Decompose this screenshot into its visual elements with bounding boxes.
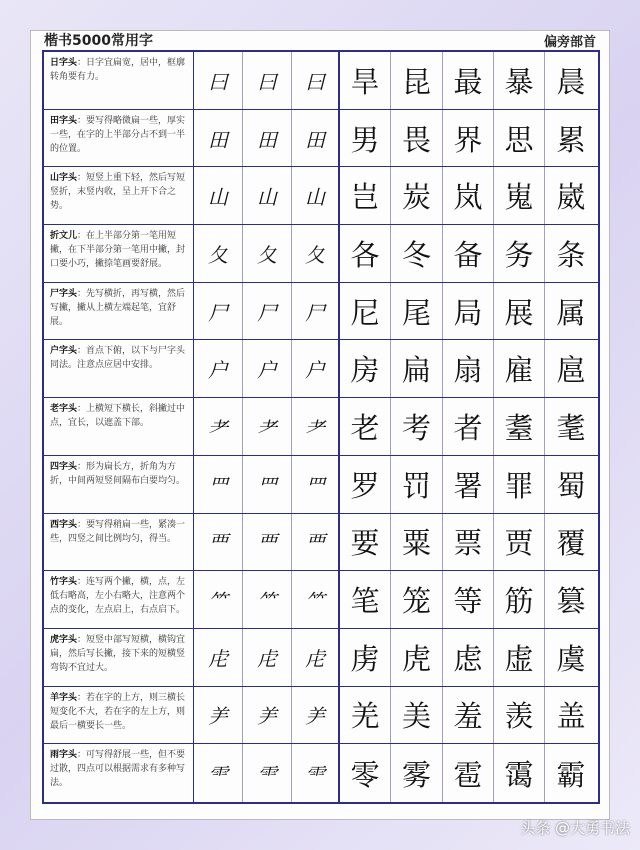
sample-character: 零	[340, 744, 391, 802]
sample-character: 笔	[340, 571, 391, 628]
radical-glyph: 户	[194, 340, 243, 397]
radical-description: 老字头：上横短下横长，斜撇过中点，宜长，以遮盖下部。	[44, 398, 194, 455]
sample-character: 扇	[443, 340, 494, 397]
sample-character: 老	[340, 398, 391, 455]
table-row	[44, 687, 598, 745]
sample-character: 筋	[494, 571, 545, 628]
radical-name: 西字头	[50, 519, 78, 530]
radical-glyph: ⺮	[243, 571, 292, 628]
sample-character: 罪	[494, 456, 545, 513]
radical-description: 日字头：日字宜扁宽，居中，框廓转角要有力。	[44, 52, 194, 109]
sample-character: 雇	[494, 340, 545, 397]
sample-character: 昆	[391, 52, 443, 109]
sample-character: 尼	[340, 283, 391, 340]
radical-glyph: 山	[292, 167, 340, 224]
radical-glyph: 耂	[194, 398, 243, 455]
table-row	[44, 514, 598, 572]
sample-character: 尾	[391, 283, 443, 340]
sample-character: 羡	[494, 687, 545, 744]
sample-character: 房	[340, 340, 391, 397]
radical-glyph: ⺶	[243, 687, 292, 744]
radical-glyph: 覀	[194, 514, 243, 571]
table-row	[44, 225, 598, 283]
radical-text: 要写得略微扁一些，厚实一些，在字的上半部分占不到一半的位置。	[50, 115, 186, 154]
radical-description: 雨字头：可写得舒展一些，但不要过散，四点可以根据需求有多种写法。	[44, 744, 194, 802]
radical-glyph: 耂	[243, 398, 292, 455]
radical-glyph: 罒	[243, 456, 292, 513]
table-row	[44, 283, 598, 341]
sample-character: 畏	[391, 110, 443, 167]
radical-name: 田字头	[50, 115, 78, 126]
sample-character: 务	[494, 225, 545, 282]
radical-text: 日字宜扁宽，居中，框廓转角要有力。	[50, 58, 186, 82]
radical-description: 田字头：要写得略微扁一些，厚实一些，在字的上半部分占不到一半的位置。	[44, 110, 194, 167]
table-row	[44, 571, 598, 629]
radical-name: 户字头	[50, 346, 78, 357]
radical-text: 可写得舒展一些，但不要过散，四点可以根据需求有多种写法。	[50, 750, 186, 789]
sample-character: 虞	[556, 641, 586, 676]
sample-character: 羌	[340, 687, 391, 744]
radical-description: 四字头：形为扁长方，折角为方折，中间两短竖间隔布白要均匀。	[44, 456, 194, 513]
sample-character: 票	[443, 514, 494, 571]
sample-character: 耄	[556, 410, 586, 445]
radical-glyph: ⺮	[292, 571, 340, 628]
radical-glyph: 曰	[243, 52, 292, 109]
sample-character: 罚	[391, 456, 443, 513]
table-row	[44, 398, 598, 456]
sample-character: 虑	[443, 629, 494, 686]
sample-character: 界	[443, 110, 494, 167]
radical-glyph: ⻗	[292, 744, 340, 802]
sample-character: 虏	[340, 629, 391, 686]
sample-character: 蜀	[556, 468, 586, 503]
radical-name: 折文儿	[50, 231, 78, 242]
character-table	[42, 50, 600, 804]
table-row	[44, 629, 598, 687]
sample-character: 贾	[494, 514, 545, 571]
table-row	[44, 110, 598, 168]
radical-glyph: 尸	[243, 283, 292, 340]
book-title: 楷书5000常用字	[44, 33, 153, 49]
sample-character: 羞	[443, 687, 494, 744]
radical-glyph: 尸	[292, 283, 340, 340]
radical-text: 连写两个撇，横，点，左低右略高，左小右略大，注意两个点的变化，左点启上，右点启下。	[50, 577, 186, 616]
radical-text: 在上半部分第一笔用短撇，在下半部分第一笔用中撇，封口要小巧，撇捺笔画要舒展。	[50, 231, 186, 270]
radical-glyph: 覀	[292, 514, 340, 571]
sample-character: 笼	[391, 571, 443, 628]
radical-glyph: ⻗	[243, 744, 292, 802]
sample-character: 扈	[556, 353, 586, 388]
radical-text: 若在字的上方，则三横长短变化不大，若在字的左上方，则最后一横要长一些。	[50, 692, 186, 731]
radical-glyph: 山	[243, 167, 292, 224]
radical-description: 虎字头：短竖中部写短横，横钩宜扁，然后写长撇，接下来的短横竖弯钩不宜过大。	[44, 629, 194, 686]
table-row	[44, 167, 598, 225]
sample-character: 冬	[391, 225, 443, 282]
radical-glyph: 虍	[292, 629, 340, 686]
table-row	[44, 52, 598, 110]
sample-character: 美	[391, 687, 443, 744]
sample-character: 盖	[556, 699, 586, 734]
section-title: 偏旁部首	[543, 34, 596, 50]
radical-glyph: 户	[292, 340, 340, 397]
sample-character: 条	[556, 237, 586, 272]
radical-glyph: 夂	[243, 225, 292, 282]
sample-character: 虚	[494, 629, 545, 686]
sample-character: 思	[494, 110, 545, 167]
radical-glyph: 夂	[292, 225, 340, 282]
sample-character: 署	[443, 456, 494, 513]
sample-character: 旱	[340, 52, 391, 109]
sample-character: 者	[443, 398, 494, 455]
sample-character: 耋	[494, 398, 545, 455]
radical-glyph: 夂	[194, 225, 243, 282]
sample-character: 要	[340, 514, 391, 571]
radical-name: 老字头	[50, 404, 78, 415]
radical-glyph: 户	[243, 340, 292, 397]
radical-glyph: 耂	[292, 398, 340, 455]
table-row	[44, 456, 598, 514]
radical-description: 户字头：首点下俯，以下与尸字头同法。注意点应居中安排。	[44, 340, 194, 397]
radical-glyph: 尸	[194, 283, 243, 340]
sample-character: 粟	[391, 514, 443, 571]
radical-glyph: ⻗	[194, 744, 243, 802]
sample-character: 岚	[443, 167, 494, 224]
sample-character: 累	[556, 122, 586, 157]
sample-character: 嵬	[494, 167, 545, 224]
sample-character: 扁	[391, 340, 443, 397]
sample-character: 炭	[391, 167, 443, 224]
sample-character: 崴	[556, 180, 586, 215]
sample-character: 岂	[340, 167, 391, 224]
radical-glyph: 山	[194, 167, 243, 224]
sample-character: 各	[340, 225, 391, 282]
radical-name: 尸字头	[50, 288, 78, 299]
radical-glyph: 虍	[243, 629, 292, 686]
radical-description: 山字头：短竖上重下轻，然后写短竖折，末竖内收，呈上开下合之势。	[44, 167, 194, 224]
radical-text: 短竖上重下轻，然后写短竖折，末竖内收，呈上开下合之势。	[50, 173, 186, 212]
radical-text: 先写横折，再写横，然后写撇，撇从上横左端起笔，宜舒展。	[50, 288, 186, 327]
radical-name: 羊字头	[50, 692, 78, 703]
sample-character: 雹	[443, 744, 494, 802]
radical-glyph: 罒	[194, 456, 243, 513]
radical-glyph: 曰	[292, 52, 340, 109]
sample-character: 霸	[556, 757, 586, 792]
radical-description: 竹字头：连写两个撇，横，点，左低右略高，左小右略大，注意两个点的变化，左点启上，右点启下。	[44, 571, 194, 628]
sample-character: 等	[443, 571, 494, 628]
radical-description: 羊字头：若在字的上方，则三横长短变化不大，若在字的左上方，则最后一横要长一些。	[44, 687, 194, 744]
radical-name: 日字头	[50, 58, 78, 68]
table-row	[44, 340, 598, 398]
radical-text: 上横短下横长，斜撇过中点，宜长，以遮盖下部。	[50, 404, 186, 429]
sample-character: 雾	[391, 744, 443, 802]
radical-glyph: 覀	[243, 514, 292, 571]
radical-text: 要写得稍扁一些，紧凑一些，四竖之间比例均匀，得当。	[50, 519, 186, 544]
radical-text: 短竖中部写短横，横钩宜扁，然后写长撇，接下来的短横竖弯钩不宜过大。	[50, 634, 186, 673]
sample-character: 考	[391, 398, 443, 455]
sample-character: 篡	[556, 584, 586, 619]
sample-character: 最	[443, 52, 494, 109]
radical-glyph: 田	[292, 110, 340, 167]
page-header	[30, 30, 610, 50]
sample-character: 局	[443, 283, 494, 340]
radical-glyph: 曰	[194, 52, 243, 109]
radical-name: 虎字头	[50, 634, 78, 645]
radical-glyph: 罒	[292, 456, 340, 513]
sample-character: 罗	[340, 456, 391, 513]
radical-description: 折文儿：在上半部分第一笔用短撇，在下半部分第一笔用中撇，封口要小巧，撇捺笔画要舒展。	[44, 225, 194, 282]
radical-glyph: 田	[194, 110, 243, 167]
radical-description: 西字头：要写得稍扁一些，紧凑一些，四竖之间比例均匀，得当。	[44, 514, 194, 571]
sample-character: 备	[443, 225, 494, 282]
sample-character: 展	[494, 283, 545, 340]
radical-description: 尸字头：先写横折，再写横，然后写撇，撇从上横左端起笔，宜舒展。	[44, 283, 194, 340]
table-row	[44, 744, 598, 802]
radical-name: 四字头	[50, 461, 78, 472]
radical-name: 山字头	[50, 173, 78, 184]
radical-glyph: ⺶	[194, 687, 243, 744]
radical-glyph: ⺮	[194, 571, 243, 628]
radical-glyph: 田	[243, 110, 292, 167]
sample-character: 暴	[494, 52, 545, 109]
radical-name: 竹字头	[50, 577, 78, 588]
source-watermark: 头条 @大勇书法	[520, 819, 630, 837]
sample-character: 虎	[391, 629, 443, 686]
radical-text: 形为扁长方，折角为方折，中间两短竖间隔布白要均匀。	[50, 461, 186, 486]
radical-glyph: ⺶	[292, 687, 340, 744]
radical-glyph: 虍	[194, 629, 243, 686]
radical-text: 首点下俯，以下与尸字头同法。注意点应居中安排。	[50, 346, 186, 371]
sample-character: 覆	[556, 526, 586, 561]
sample-character: 晨	[556, 64, 586, 99]
radical-name: 雨字头	[50, 750, 78, 761]
sample-character: 男	[340, 110, 391, 167]
sample-character: 属	[556, 295, 586, 330]
sample-character: 霭	[494, 744, 545, 802]
